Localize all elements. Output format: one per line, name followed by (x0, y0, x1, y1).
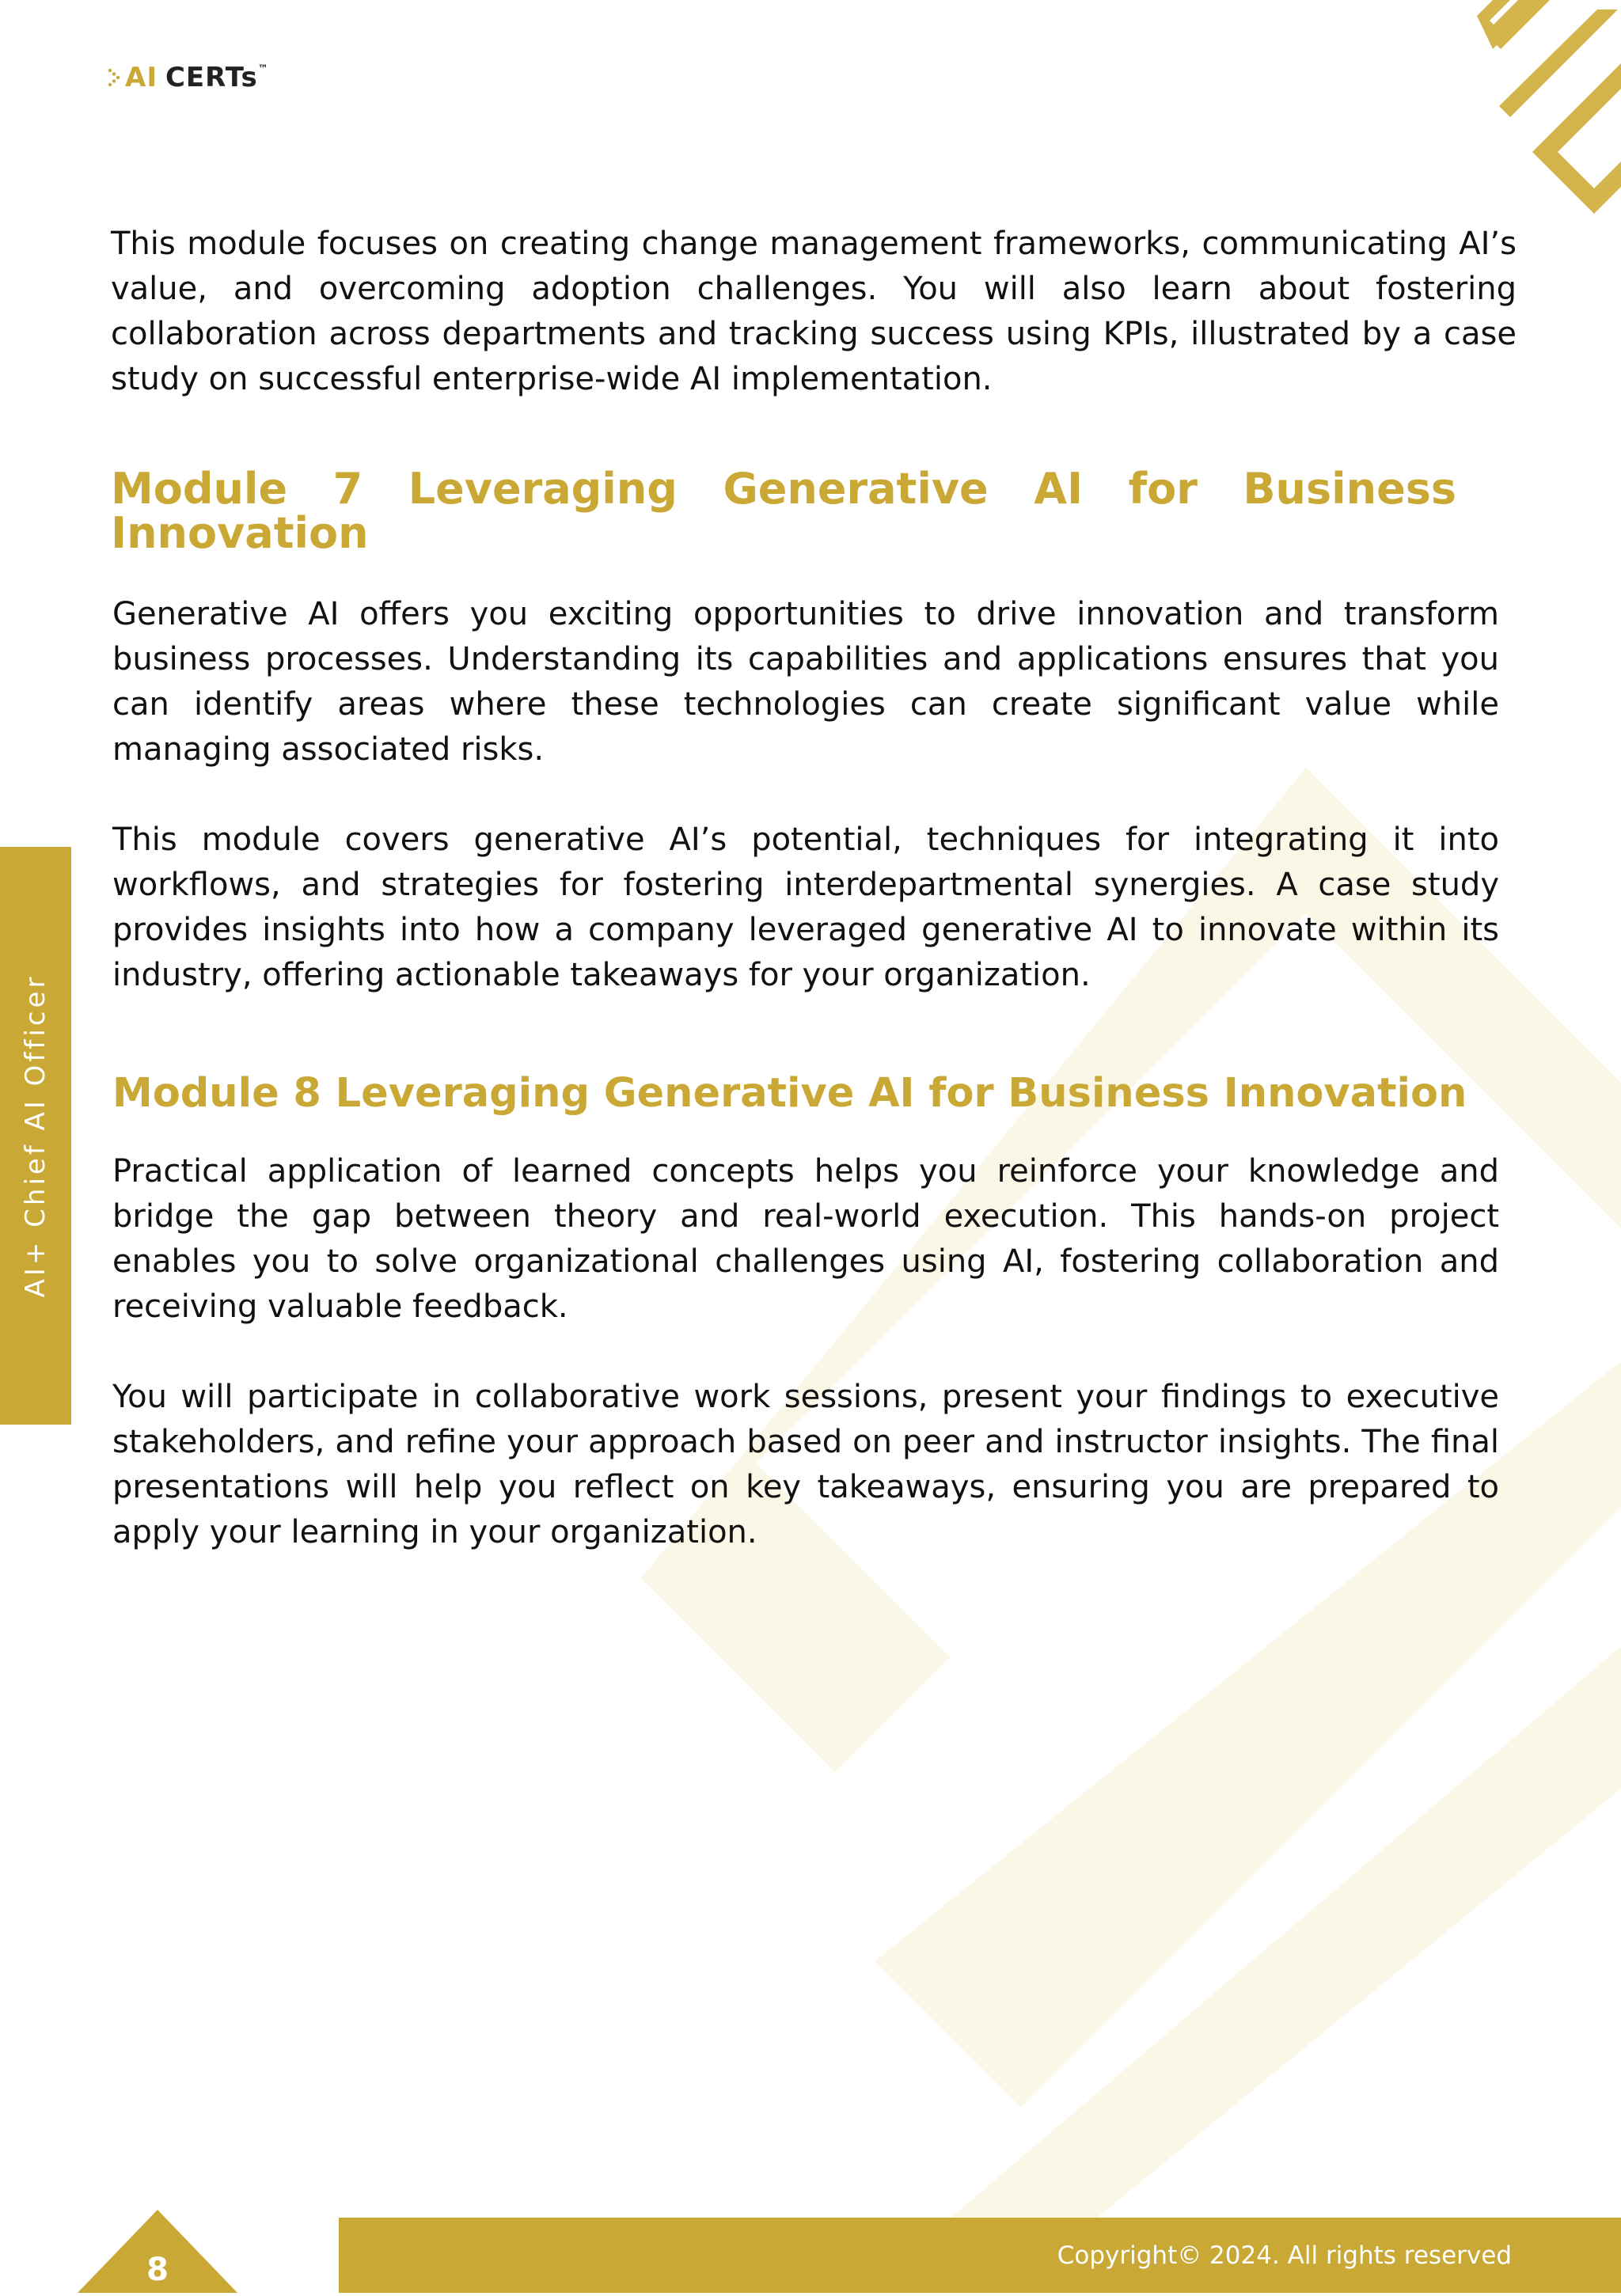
corner-ornament (1431, 0, 1621, 230)
logo-ai-text: AI (125, 62, 158, 93)
sidebar-course-tab (0, 847, 71, 1425)
module-7-heading: Module 7 Leveraging Generative AI for Business Innovation (111, 464, 1456, 558)
copyright-text: Copyright© 2024. All rights reserved (1057, 2241, 1512, 2270)
footer-bar (339, 2218, 1621, 2293)
page-number-badge (78, 2210, 237, 2293)
logo-chevron-icon (108, 66, 122, 89)
sidebar-course-label: AI+ Chief AI Officer (20, 973, 51, 1298)
logo-trademark: ™ (257, 63, 269, 75)
logo-certs-text: CERTs (165, 62, 258, 93)
page-content (111, 222, 1517, 1555)
module-7-paragraph-1: Generative AI offers you exciting opportunities to drive innovation and transform business processes. Understanding its capabilities and applications ensures that you can identify areas where these technologies can create significant value while managing associated risks. (112, 596, 1499, 768)
page-number: 8 (146, 2252, 169, 2288)
module-8-paragraph-1: Practical application of learned concepts helps you reinforce your knowledge and bridge the gap between theory and real-world execution. This hands-on project enables you to solve organizational challenges using AI, fostering collaboration and receiving valuable feedback. (112, 1153, 1499, 1325)
intro-paragraph: This module focuses on creating change management frameworks, communicating AI’s value, and overcoming adoption challenges. You will also learn about fostering collaboration across departments and tracking success using KPIs, illustrated by a case study on successful enterprise-wide AI implementation. (111, 226, 1517, 397)
module-7-paragraph-2: This module covers generative AI’s potential, techniques for integrating it into workflows, and strategies for fostering interdepartmental synergies. A case study provides insights into how a company leveraged generative AI to innovate within its industry, offering actionable takeaways for your organization. (112, 822, 1499, 993)
module-8-paragraph-2: You will participate in collaborative work sessions, present your findings to executive stakeholders, and refine your approach based on peer and instructor insights. The final presentations will help you reflect on key takeaways, ensuring you are prepared to apply your learning in your organization. (112, 1379, 1499, 1550)
aicerts-logo (108, 60, 269, 95)
module-8-heading: Module 8 Leveraging Generative AI for Business Innovation (112, 1070, 1467, 1117)
